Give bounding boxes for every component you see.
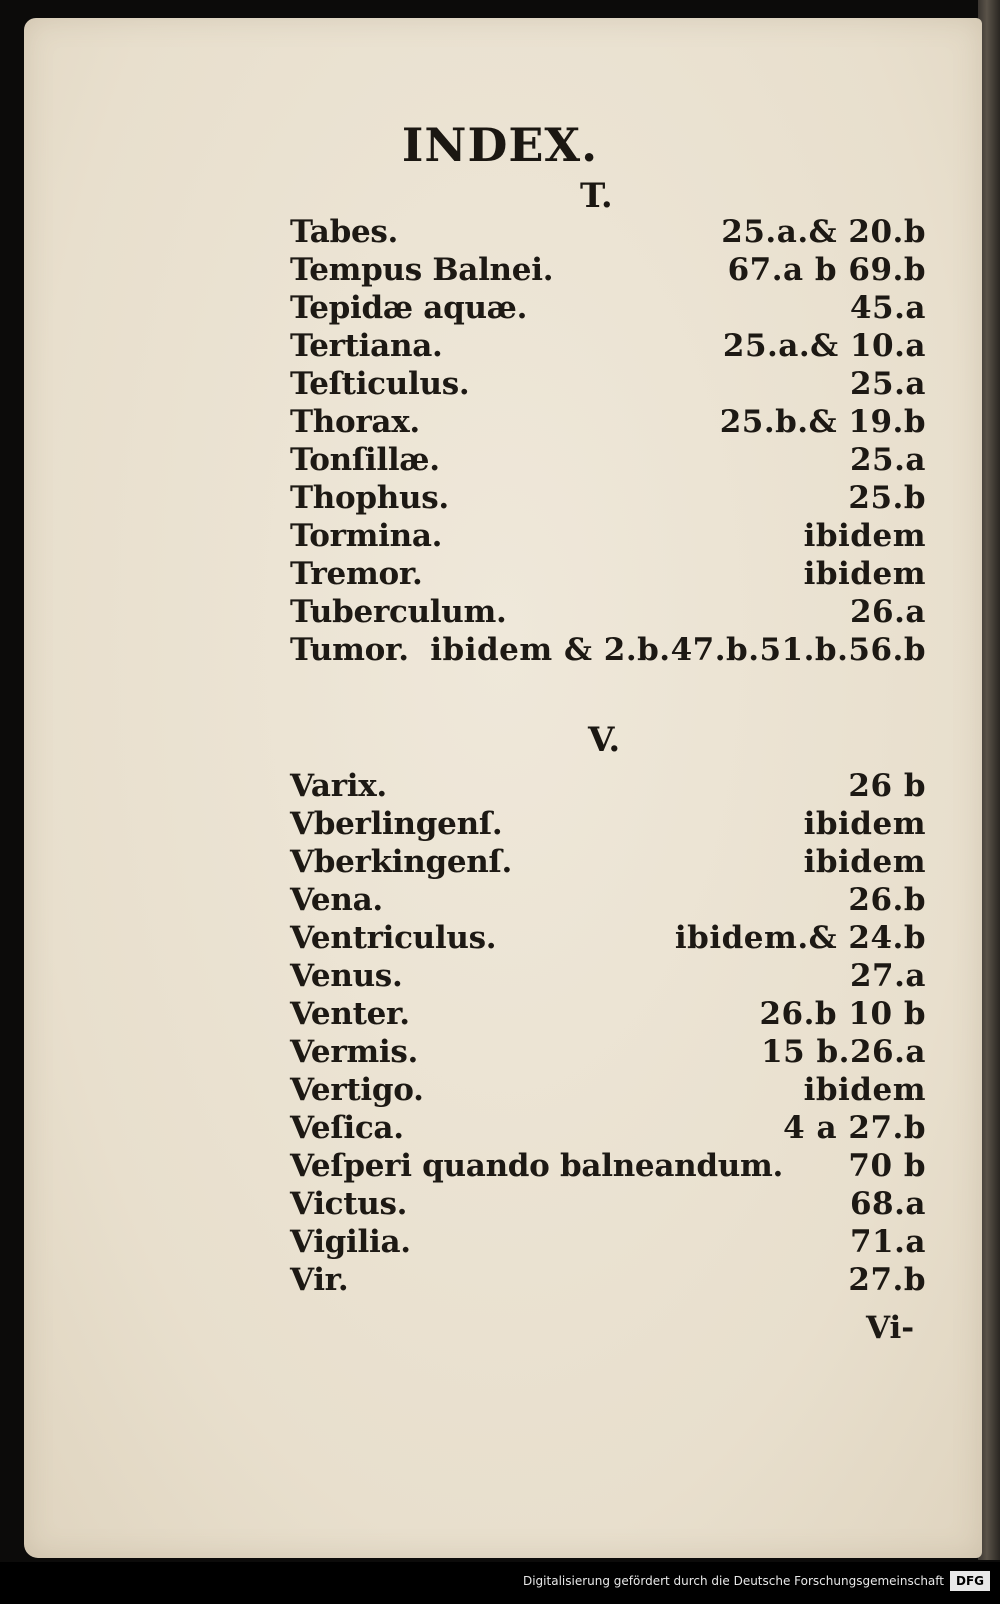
index-entry: [290, 290, 926, 328]
page-reference: ibidem: [803, 518, 926, 554]
page-reference: ibidem: [803, 556, 926, 592]
index-entry: [290, 768, 926, 806]
index-term: Ventriculus.: [290, 920, 497, 956]
page-reference: 25.a: [849, 366, 926, 402]
index-entries-t: [290, 214, 926, 670]
index-term: Tempus Balnei.: [290, 252, 554, 288]
page-reference: 68.a: [849, 1186, 926, 1222]
index-term: Teſticulus.: [290, 366, 470, 402]
index-term: Veſperi quando balneandum.: [290, 1148, 783, 1184]
page-reference: 71.a: [849, 1224, 926, 1260]
page-reference: 45.a: [849, 290, 926, 326]
index-entry: [290, 1148, 926, 1186]
catchword: Vi-: [866, 1310, 915, 1346]
index-term: Vigilia.: [290, 1224, 411, 1260]
page-reference: 25.a.& 20.b: [721, 214, 926, 250]
index-term: Vberlingenſ.: [290, 806, 503, 842]
index-term: Tonſillæ.: [290, 442, 440, 478]
index-entry: [290, 920, 926, 958]
index-entry: [290, 1034, 926, 1072]
index-term: Thorax.: [290, 404, 420, 440]
page-reference: ibidem: [803, 806, 926, 842]
index-term: Venus.: [290, 958, 403, 994]
page-reference: 4 a 27.b: [783, 1110, 926, 1146]
index-term: Victus.: [290, 1186, 408, 1222]
index-term: Tabes.: [290, 214, 399, 250]
index-entry: [290, 556, 926, 594]
index-entry: [290, 328, 926, 366]
index-term: Tuberculum.: [290, 594, 507, 630]
digitization-credit: Digitalisierung gefördert durch die Deutsche Forschungsgemeinschaft: [522, 1574, 944, 1588]
page-reference: 25.b: [848, 480, 926, 516]
index-term: Tertiana.: [290, 328, 443, 364]
index-term: Tepidæ aquæ.: [290, 290, 528, 326]
page-reference: ibidem & 2.b.47.b.51.b.56.b: [430, 632, 926, 668]
page-heading: INDEX.: [401, 118, 599, 172]
index-entry: [290, 632, 926, 670]
index-term: Vberkingenſ.: [290, 844, 513, 880]
section-letter-t: T.: [580, 176, 613, 216]
index-term: Varix.: [290, 768, 387, 804]
index-term: Vertigo.: [290, 1072, 424, 1108]
index-entries-v: [290, 768, 926, 1300]
page-reference: 15 b.26.a: [761, 1034, 926, 1070]
index-term: Venter.: [290, 996, 410, 1032]
page-reference: 25.a.& 10.a: [722, 328, 926, 364]
index-term: Thophus.: [290, 480, 449, 516]
page-reference: 70 b: [848, 1148, 926, 1184]
index-entry: [290, 958, 926, 996]
index-term: Vir.: [290, 1262, 349, 1298]
page-reference: 27.a: [849, 958, 926, 994]
page-reference: 26 b: [848, 768, 926, 804]
index-entry: [290, 214, 926, 252]
page-reference: 67.a b 69.b: [727, 252, 926, 288]
page-reference: 27.b: [848, 1262, 926, 1298]
index-entry: [290, 594, 926, 632]
index-entry: [290, 404, 926, 442]
index-entry: [290, 1262, 926, 1300]
page-reference: ibidem.& 24.b: [674, 920, 926, 956]
index-term: Tremor.: [290, 556, 423, 592]
page-reference: ibidem: [803, 844, 926, 880]
footer-bar: [0, 1562, 1000, 1604]
page-reference: 26.b 10 b: [759, 996, 926, 1032]
index-entry: [290, 1072, 926, 1110]
index-term: Veſica.: [290, 1110, 404, 1146]
page-reference: 25.a: [849, 442, 926, 478]
index-entry: [290, 480, 926, 518]
index-entry: [290, 1224, 926, 1262]
index-entry: [290, 366, 926, 404]
page-reference: 26.a: [849, 594, 926, 630]
page-reference: 26.b: [848, 882, 926, 918]
index-term: Vermis.: [290, 1034, 418, 1070]
index-entry: [290, 806, 926, 844]
index-term: Vena.: [290, 882, 383, 918]
dfg-logo: DFG: [950, 1571, 990, 1591]
index-term: Tormina.: [290, 518, 443, 554]
index-entry: [290, 996, 926, 1034]
index-entry: [290, 518, 926, 556]
index-term: Tumor.: [290, 632, 409, 668]
index-entry: [290, 1186, 926, 1224]
index-entry: [290, 252, 926, 290]
index-entry: [290, 1110, 926, 1148]
page-reference: ibidem: [803, 1072, 926, 1108]
page-reference: 25.b.& 19.b: [719, 404, 926, 440]
index-entry: [290, 882, 926, 920]
index-entry: [290, 442, 926, 480]
index-entry: [290, 844, 926, 882]
section-letter-v: V.: [588, 720, 621, 760]
